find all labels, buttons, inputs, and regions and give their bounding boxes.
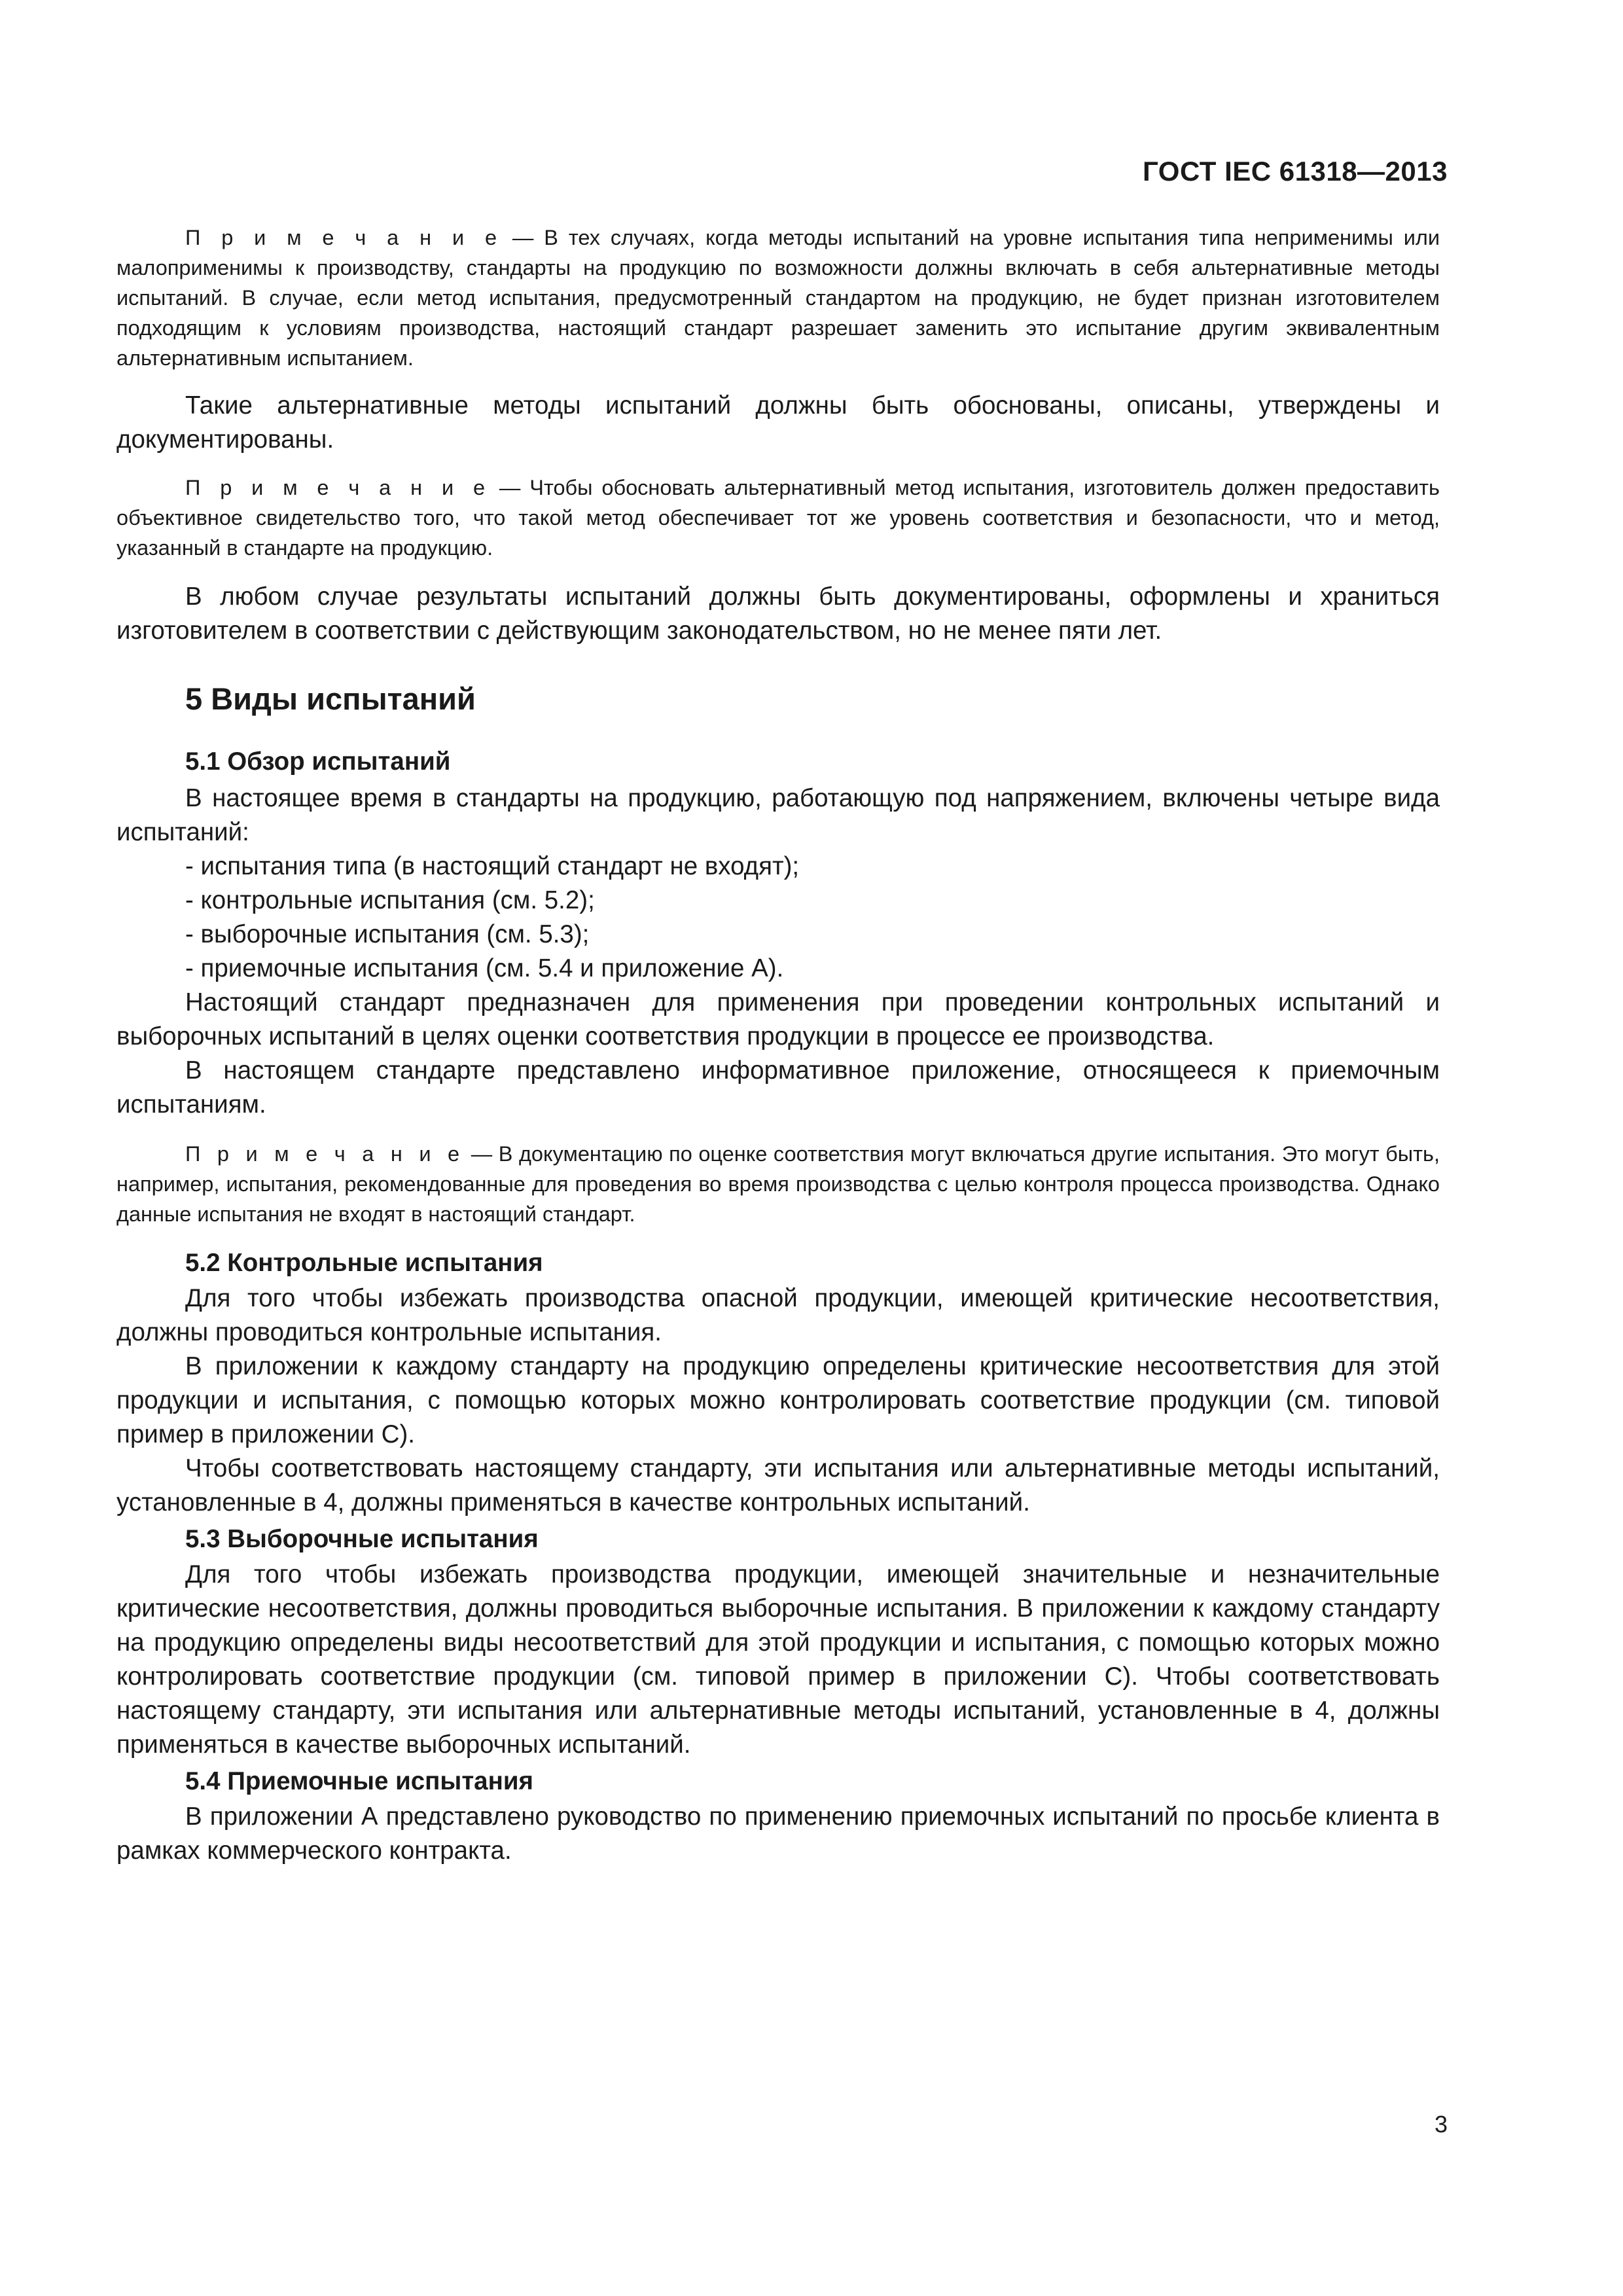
page-content	[116, 223, 1440, 1868]
body-paragraph: Для того чтобы избежать производства опасной продукции, имеющей критические несоответствия, должны проводиться контрольные испытания.	[116, 1284, 1440, 1346]
subsection-heading: 5.1 Обзор испытаний	[185, 747, 451, 776]
body-paragraph: Чтобы соответствовать настоящему стандарту, эти испытания или альтернативные методы испытаний, установленные в 4, должны применяться в качестве контрольных испытаний.	[116, 1454, 1440, 1516]
body-paragraph: В любом случае результаты испытаний должны быть документированы, оформлены и храниться изготовителем в соответствии с действующим законодательством, но не менее пяти лет.	[116, 583, 1440, 645]
body-paragraph: В приложении к каждому стандарту на продукцию определены критические несоответствия для этой продукции и испытания, с помощью которых можно контролировать соответствие продукции (см. типовой пример в приложении С).	[116, 1352, 1440, 1448]
note-paragraph	[116, 473, 1440, 563]
list-item: - контрольные испытания (см. 5.2);	[185, 886, 595, 914]
note-paragraph	[116, 1139, 1440, 1229]
body-paragraph: В настоящее время в стандарты на продукцию, работающую под напряжением, включены четыре вида испытаний:	[116, 784, 1440, 846]
body-paragraph: В приложении А представлено руководство по применению приемочных испытаний по просьбе клиента в рамках коммерческого контракта.	[116, 1803, 1440, 1865]
list-item: - испытания типа (в настоящий стандарт не входят);	[185, 852, 800, 880]
list-item: - выборочные испытания (см. 5.3);	[185, 920, 590, 948]
body-paragraph: Настоящий стандарт предназначен для применения при проведении контрольных испытаний и выборочных испытаний в целях оценки соответствия продукции в процессе ее производства.	[116, 988, 1440, 1050]
note-text: — В тех случаях, когда методы испытаний на уровне испытания типа неприменимы или малоприменимы к производству, стандарты на продукцию по возможности должны включать в себя альтернативные методы испытаний. В случае, если метод испытания, предусмотренный стандартом на продукцию, не будет признан изготовителем подходящим к условиям производства, настоящий стандарт разрешает заменить это испытание другим эквивалентным альтернативным испытанием.	[116, 226, 1440, 370]
note-paragraph	[116, 223, 1440, 373]
body-paragraph: В настоящем стандарте представлено информативное приложение, относящееся к приемочным испытаниям.	[116, 1056, 1440, 1119]
list-item: - приемочные испытания (см. 5.4 и приложение А).	[185, 954, 784, 982]
subsection-heading: 5.2 Контрольные испытания	[185, 1249, 543, 1277]
test-types-list	[116, 850, 1440, 986]
subsection-heading: 5.4 Приемочные испытания	[185, 1767, 533, 1795]
note-label: П р и м е ч а н и е	[185, 226, 503, 249]
note-label: П р и м е ч а н и е	[185, 476, 491, 499]
note-text: — В документацию по оценке соответствия могут включаться другие испытания. Это могут быть, например, испытания, рекомендованные для проведения во время производства с целью контроля процесса производства. Однако данные испытания не входят в настоящий стандарт.	[116, 1142, 1440, 1226]
page-number: 3	[1434, 2111, 1448, 2138]
subsection-heading: 5.3 Выборочные испытания	[185, 1525, 539, 1553]
note-text: — Чтобы обосновать альтернативный метод испытания, изготовитель должен предоставить объективное свидетельство того, что такой метод обеспечивает тот же уровень соответствия и безопасности, что и метод, указанный в стандарте на продукцию.	[116, 476, 1440, 560]
section-heading: 5 Виды испытаний	[185, 681, 476, 716]
body-paragraph: Такие альтернативные методы испытаний должны быть обоснованы, описаны, утверждены и документированы.	[116, 391, 1440, 454]
note-label: П р и м е ч а н и е	[185, 1142, 465, 1166]
document-code-header: ГОСТ IEC 61318—2013	[1143, 156, 1448, 187]
body-paragraph: Для того чтобы избежать производства продукции, имеющей значительные и незначительные критические несоответствия, должны проводиться выборочные испытания. В приложении к каждому стандарту на продукцию определены виды несоответствий для этой продукции и испытания, с помощью которых можно контролировать соответствие продукции (см. типовой пример в приложении С). Чтобы соответствовать настоящему стандарту, эти испытания или альтернативные методы испытаний, установленные в 4, должны применяться в качестве выборочных испытаний.	[116, 1560, 1440, 1759]
